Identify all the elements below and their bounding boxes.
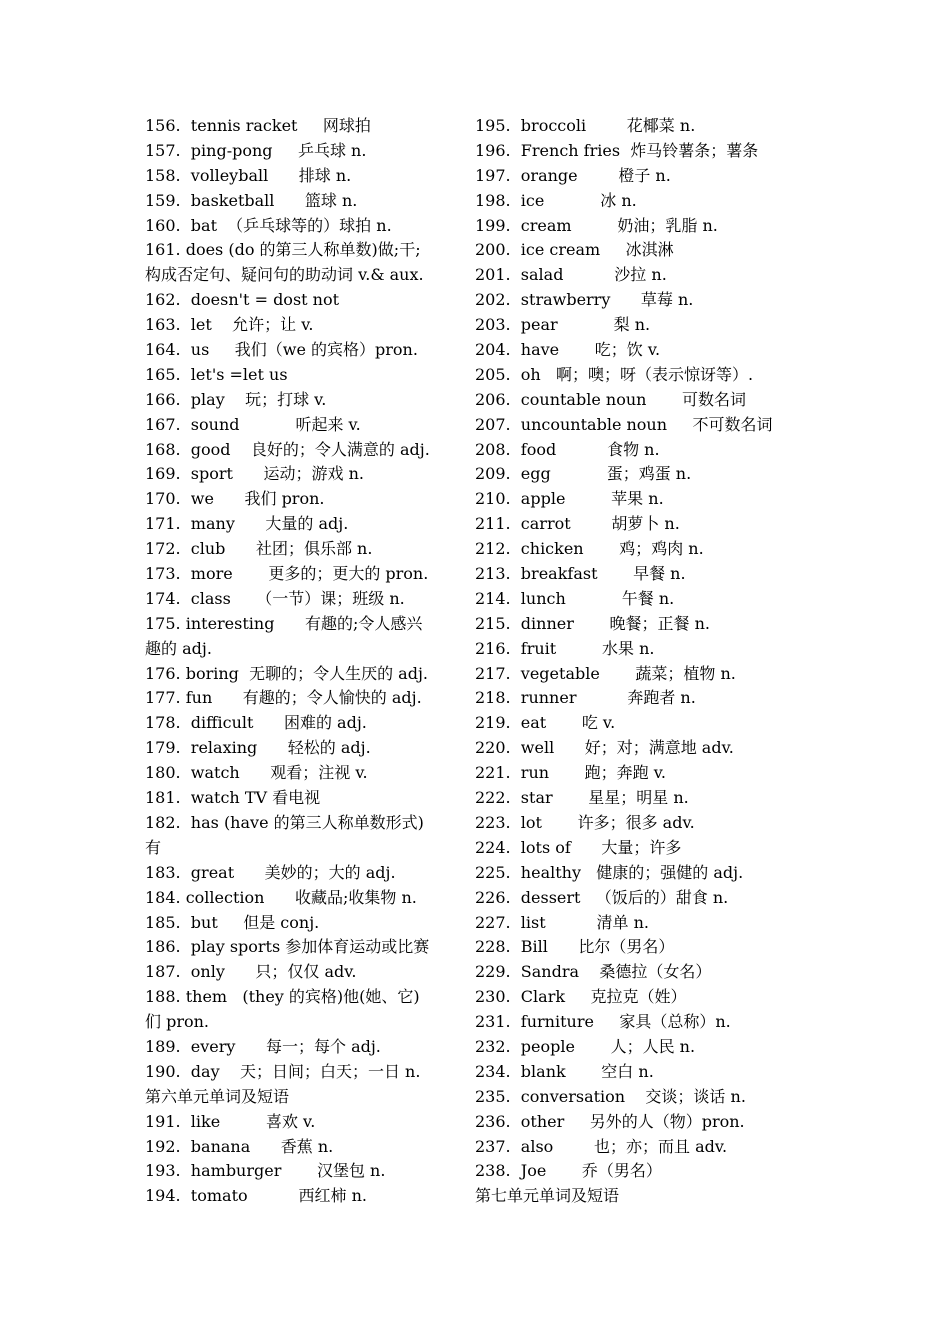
vocab-right-line: 197. orange 橙子 n.	[475, 165, 671, 185]
vocab-left-line: 186. play sports 参加体育运动或比赛	[145, 937, 430, 957]
vocab-left-line: 176. boring 无聊的；令人生厌的 adj.	[145, 663, 428, 683]
vocab-right-line: 200. ice cream 冰淇淋	[475, 240, 674, 260]
vocab-left-line: 构成否定句、疑问句的助动词 v.& aux.	[145, 265, 424, 285]
vocab-left-line: 158. volleyball 排球 n.	[145, 165, 352, 185]
vocab-left-line: 166. play 玩；打球 v.	[145, 389, 327, 409]
vocab-right-line: 195. broccoli 花椰菜 n.	[475, 116, 696, 135]
vocab-left-line: 194. tomato 西红柿 n.	[145, 1186, 367, 1206]
vocab-left-line: 191. like 喜欢 v.	[145, 1111, 316, 1131]
vocab-right-line: 210. apple 苹果 n.	[475, 489, 664, 509]
vocab-left-line: 182. has (have 的第三人称单数形式)	[145, 812, 424, 832]
vocab-right-line: 230. Clark 克拉克（姓）	[475, 987, 687, 1007]
vocab-left-line: 168. good 良好的；令人满意的 adj.	[145, 439, 430, 459]
vocab-right-line: 220. well 好；对；满意地 adv.	[475, 738, 734, 758]
vocab-right-line: 204. have 吃；饮 v.	[475, 340, 661, 360]
vocab-right-line: 196. French fries 炸马铃薯条；薯条	[475, 140, 759, 160]
vocab-left-line: 192. banana 香蕉 n.	[145, 1136, 334, 1156]
vocab-right-line: 203. pear 梨 n.	[475, 315, 651, 335]
vocab-left-line: 181. watch TV 看电视	[145, 788, 321, 808]
vocab-left-line: 156. tennis racket 网球拍	[145, 116, 371, 135]
vocab-left-line: 165. let's =let us	[145, 364, 288, 384]
vocab-right-line: 201. salad 沙拉 n.	[475, 265, 667, 285]
right-column	[475, 114, 815, 1209]
vocab-left-line: 190. day 天；日间；白天；一日 n.	[145, 1061, 421, 1081]
vocab-left-line: 177. fun 有趣的；令人愉快的 adj.	[145, 688, 422, 708]
vocab-right-line: 231. furniture 家具（总称）n.	[475, 1012, 731, 1032]
vocab-right-line: 211. carrot 胡萝卜 n.	[475, 514, 680, 534]
vocab-left-line: 趣的 adj.	[145, 638, 212, 658]
vocab-right-line: 209. egg 蛋；鸡蛋 n.	[475, 464, 692, 484]
vocab-right-line: 238. Joe 乔（男名）	[475, 1161, 662, 1181]
vocab-left-line: 174. class （一节）课；班级 n.	[145, 588, 405, 608]
vocab-right-line: 198. ice 冰 n.	[475, 190, 637, 210]
vocab-right-line: 213. breakfast 早餐 n.	[475, 564, 686, 584]
vocab-right-line: 202. strawberry 草莓 n.	[475, 290, 694, 310]
vocab-left-line: 180. watch 观看；注视 v.	[145, 763, 368, 783]
vocab-left-line: 163. let 允许；让 v.	[145, 315, 314, 335]
vocab-right-line: 227. list 清单 n.	[475, 912, 650, 932]
vocab-left-line: 们 pron.	[145, 1012, 210, 1032]
vocab-left-line: 189. every 每一；每个 adj.	[145, 1036, 381, 1056]
vocab-left-line: 169. sport 运动；游戏 n.	[145, 464, 364, 484]
vocab-left-line: 第六单元单词及短语	[145, 1086, 290, 1106]
vocab-left-line: 170. we 我们 pron.	[145, 489, 325, 509]
vocab-left-line: 161. does (do 的第三人称单数)做;干;	[145, 240, 421, 260]
vocab-left-line: 159. basketball 篮球 n.	[145, 190, 358, 210]
vocab-right-line: 208. food 食物 n.	[475, 439, 660, 459]
vocab-left-line: 187. only 只；仅仅 adv.	[145, 962, 357, 982]
vocab-left-line: 164. us 我们（we 的宾格）pron.	[145, 340, 418, 360]
vocab-right-line: 219. eat 吃 v.	[475, 713, 616, 733]
vocab-left-line: 167. sound 听起来 v.	[145, 414, 361, 434]
vocab-right-line: 第七单元单词及短语	[475, 1186, 620, 1206]
vocab-right-line: 205. oh 啊；噢；呀（表示惊讶等）.	[475, 364, 754, 384]
vocab-right-line: 228. Bill 比尔（男名）	[475, 937, 675, 957]
vocab-left-line: 157. ping-pong 乒乓球 n.	[145, 140, 367, 160]
vocab-left-line: 188. them (they 的宾格)他(她、它)	[145, 987, 420, 1007]
vocab-left-line: 162. doesn't = dost not	[145, 290, 340, 310]
vocab-right-line: 235. conversation 交谈；谈话 n.	[475, 1086, 746, 1106]
vocab-right-line: 221. run 跑；奔跑 v.	[475, 763, 666, 783]
vocab-left-line: 172. club 社团；俱乐部 n.	[145, 539, 373, 559]
vocab-right-line: 216. fruit 水果 n.	[475, 638, 655, 658]
vocab-right-line: 226. dessert （饭后的）甜食 n.	[475, 887, 729, 907]
vocab-right-line: 234. blank 空白 n.	[475, 1061, 654, 1081]
vocab-right-line: 199. cream 奶油；乳脂 n.	[475, 215, 718, 235]
vocab-left-line: 193. hamburger 汉堡包 n.	[145, 1161, 386, 1181]
vocab-left-line: 171. many 大量的 adj.	[145, 514, 349, 534]
vocab-left-line: 179. relaxing 轻松的 adj.	[145, 738, 371, 758]
vocab-right-line: 223. lot 许多；很多 adv.	[475, 812, 695, 832]
left-column	[145, 114, 475, 1209]
vocab-right-line: 229. Sandra 桑德拉（女名）	[475, 962, 712, 982]
vocab-left-line: 173. more 更多的；更大的 pron.	[145, 564, 429, 584]
vocab-right-line: 232. people 人；人民 n.	[475, 1036, 696, 1056]
vocab-left-line: 183. great 美妙的；大的 adj.	[145, 862, 396, 882]
vocab-right-line: 218. runner 奔跑者 n.	[475, 688, 696, 708]
vocab-right-line: 214. lunch 午餐 n.	[475, 588, 675, 608]
vocab-right-line: 224. lots of 大量；许多	[475, 837, 682, 857]
vocab-right-line: 212. chicken 鸡；鸡肉 n.	[475, 539, 704, 559]
vocab-right-line: 222. star 星星；明星 n.	[475, 788, 689, 808]
vocab-right-line: 225. healthy 健康的；强健的 adj.	[475, 862, 744, 882]
vocab-right-line: 236. other 另外的人（物）pron.	[475, 1111, 745, 1131]
vocab-right-line: 207. uncountable noun 不可数名词	[475, 414, 773, 434]
vocab-right-line: 206. countable noun 可数名词	[475, 389, 747, 409]
vocab-left-line: 160. bat （乒乓球等的）球拍 n.	[145, 215, 392, 235]
vocab-left-line: 184. collection 收藏品;收集物 n.	[145, 887, 417, 907]
vocab-right-line: 217. vegetable 蔬菜；植物 n.	[475, 663, 736, 683]
vocab-left-line: 175. interesting 有趣的;令人感兴	[145, 613, 423, 633]
vocab-left-line: 178. difficult 困难的 adj.	[145, 713, 367, 733]
vocab-right-line: 237. also 也；亦；而且 adv.	[475, 1136, 728, 1156]
vocab-left-line: 185. but 但是 conj.	[145, 912, 320, 932]
vocab-right-line: 215. dinner 晚餐；正餐 n.	[475, 613, 710, 633]
vocab-left-line: 有	[145, 837, 162, 857]
